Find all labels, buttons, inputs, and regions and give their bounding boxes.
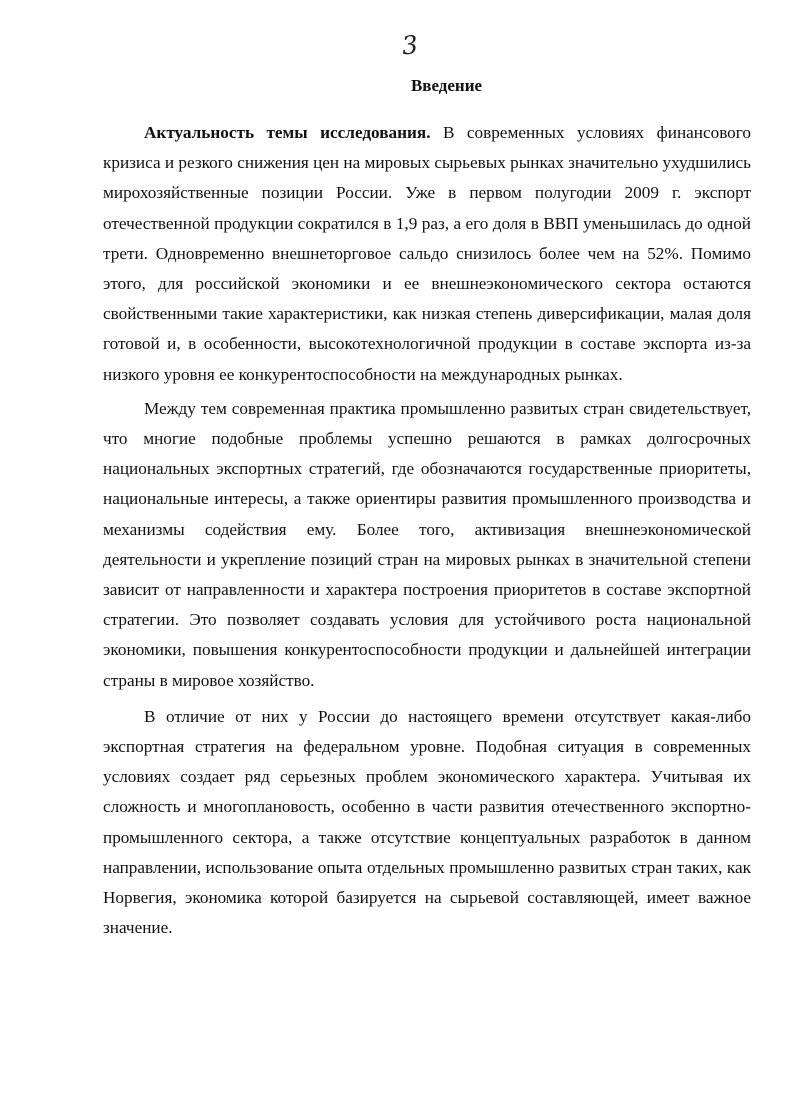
paragraph-text: В современных условиях финансового кризиса и резкого снижения цен на мировых сырьевых рынках значительно ухудшились мирохозяйственные позиции России. Уже в первом полугодии 2009 г. экспорт отечественной продукции сократился в 1,9 раз, а его доля в ВВП уменьшилась до одной трети. Одновременно внешнеторговое сальдо снизилось более чем на 52%. Помимо этого, для российской экономики и ее внешнеэкономического сектора остаются свойственными такие характеристики, как низкая степень диверсификации, малая доля готовой и, в особенности, высокотехнологичной продукции в составе экспорта из-за низкого уровня ее конкурентоспособности на международных рынках. (103, 123, 751, 384)
paragraph-russia-strategy (103, 702, 751, 944)
paragraph-relevance (103, 118, 751, 390)
paragraph-foreign-practice (103, 394, 751, 696)
paragraph-text: В отличие от них у России до настоящего времени отсутствует какая-либо экспортная стратегия на федеральном уровне. Подобная ситуация в современных условиях создает ряд серьезных проблем экономического характера. Учитывая их сложность и многоплановость, особенно в части развития отечественного экспортно-промышленного сектора, а также отсутствие концептуальных разработок в данном направлении, использование опыта отдельных промышленно развитых стран таких, как Норвегия, экономика которой базируется на сырьевой составляющей, имеет важное значение. (103, 706, 751, 938)
page-number: 3 (400, 29, 420, 61)
body-text (103, 118, 751, 943)
section-heading: Введение (410, 76, 483, 95)
paragraph-lead: Актуальность темы исследования. (144, 123, 431, 142)
paragraph-text: Между тем современная практика промышленно развитых стран свидетельствует, что многие подобные проблемы успешно решаются в рамках долгосрочных национальных экспортных стратегий, где обозначаются государственные приоритеты, национальные интересы, а также ориентиры развития промышленного производства и механизмы содействия ему. Более того, активизация внешнеэкономической деятельности и укрепление позиций стран на мировых рынках в значительной степени зависит от направленности и характера построения приоритетов в составе экспортной стратегии. Это позволяет создавать условия для устойчивого роста национальной экономики, повышения конкурентоспособности продукции и дальнейшей интеграции страны в мировое хозяйство. (103, 398, 751, 690)
